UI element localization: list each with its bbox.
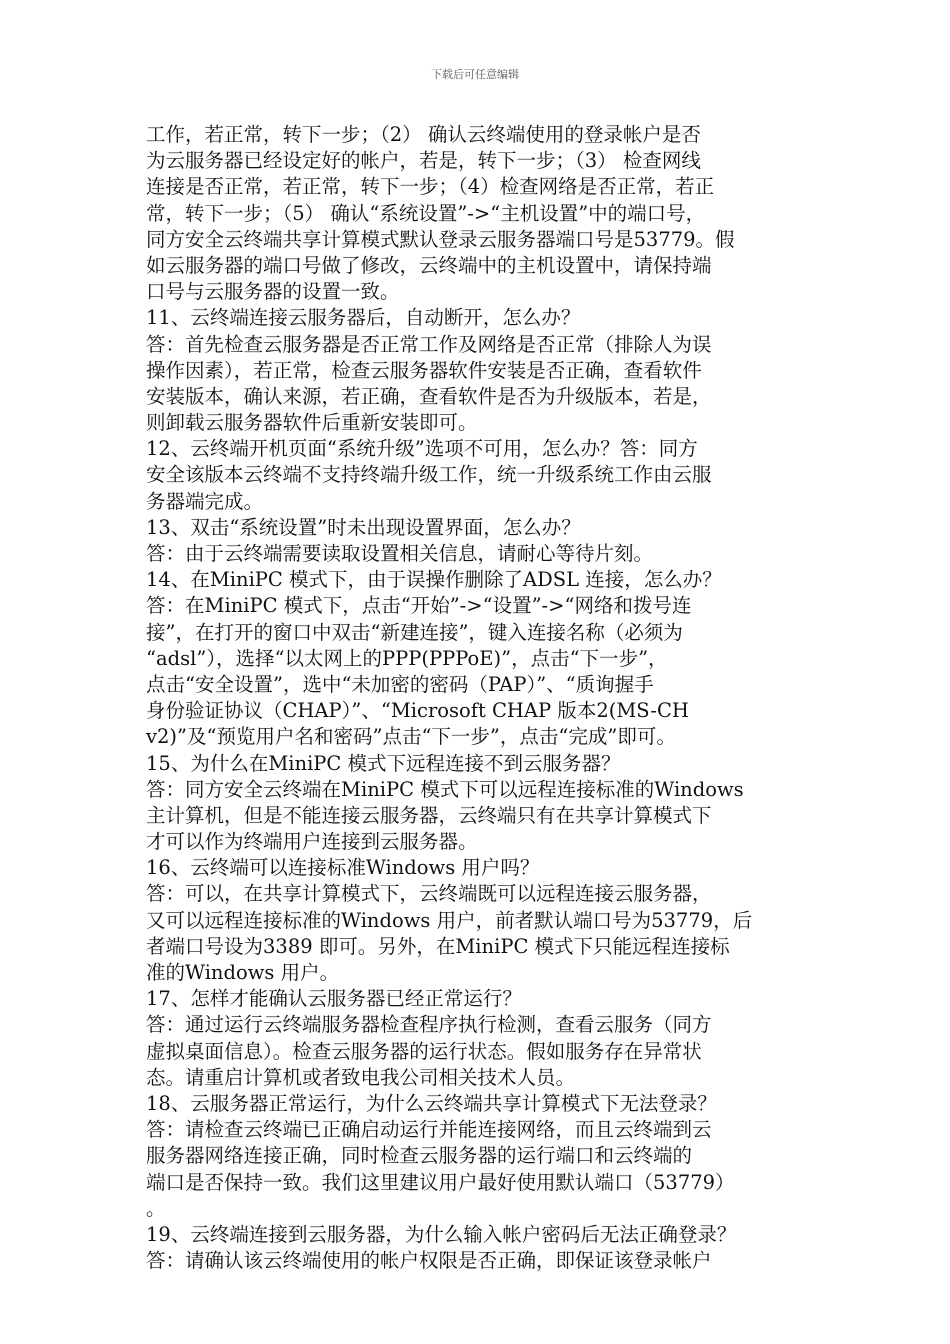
text-line: 11、云终端连接云服务器后，自动断开，怎么办？ — [146, 306, 581, 330]
text-line: 又可以远程连接标准的Windows 用户，前者默认端口号为53779，后 — [146, 908, 753, 932]
document-body — [146, 122, 826, 1274]
text-line: 15、为什么在MiniPC 模式下远程连接不到云服务器？ — [146, 751, 621, 775]
text-line: 为云服务器已经设定好的帐户，若是，转下一步；（3） 检查网线 — [146, 149, 701, 173]
text-line: 答：首先检查云服务器是否正常工作及网络是否正常（排除人为误 — [146, 332, 712, 356]
text-line: 身份验证协议（CHAP）”、“Microsoft CHAP 版本2(MS-CH — [146, 699, 689, 723]
text-line: 态。请重启计算机或者致电我公司相关技术人员。 — [146, 1065, 576, 1089]
text-line: 操作因素），若正常，检查云服务器软件安装是否正确，查看软件 — [146, 358, 702, 382]
text-line: 17、怎样才能确认云服务器已经正常运行？ — [146, 987, 522, 1011]
text-line: 端口是否保持一致。我们这里建议用户最好使用默认端口（53779） — [146, 1170, 735, 1194]
text-line: 答：通过运行云终端服务器检查程序执行检测，查看云服务（同方 — [146, 1013, 712, 1037]
text-line: 答：请检查云终端已正确启动运行并能连接网络，而且云终端到云 — [146, 1118, 712, 1142]
text-line: 虚拟桌面信息）。检查云服务器的运行状态。假如服务存在异常状 — [146, 1039, 702, 1063]
text-line: 主计算机，但是不能连接云服务器，云终端只有在共享计算模式下 — [146, 803, 712, 827]
text-line: 同方安全云终端共享计算模式默认登录云服务器端口号是53779。假 — [146, 227, 735, 251]
text-line: 13、双击“系统设置”时未出现设置界面，怎么办？ — [146, 515, 581, 539]
text-line: 才可以作为终端用户连接到云服务器。 — [146, 830, 478, 854]
text-line: 连接是否正常，若正常，转下一步；（4）检查网络是否正常，若正 — [146, 175, 715, 199]
text-line: 口号与云服务器的设置一致。 — [146, 280, 400, 304]
text-line: 如云服务器的端口号做了修改，云终端中的主机设置中，请保持端 — [146, 253, 712, 277]
text-line: 务器端完成。 — [146, 489, 264, 513]
text-line: 者端口号设为3389 即可。另外，在MiniPC 模式下只能远程连接标 — [146, 934, 730, 958]
text-line: 工作，若正常，转下一步；（2） 确认云终端使用的登录帐户是否 — [146, 123, 701, 146]
text-line: 答：在MiniPC 模式下，点击“开始”->“设置”->“网络和拨号连 — [146, 594, 692, 618]
page-header: 下载后可任意编辑 — [431, 68, 519, 81]
text-line: 服务器网络连接正确，同时检查云服务器的运行端口和云终端的 — [146, 1144, 693, 1168]
text-line: 答：由于云终端需要读取设置相关信息，请耐心等待片刻。 — [146, 542, 654, 565]
text-line: 准的Windows 用户。 — [146, 961, 340, 984]
text-line: 接”，在打开的窗口中双击“新建连接”，键入连接名称（必须为 — [146, 620, 683, 644]
text-line: 14、在MiniPC 模式下，由于误操作删除了ADSL 连接，怎么办？ — [146, 568, 722, 592]
text-line: 则卸载云服务器软件后重新安装即可。 — [146, 411, 478, 435]
text-line: 12、云终端开机页面“系统升级”选项不可用，怎么办？答：同方 — [146, 437, 698, 461]
text-line: 答：请确认该云终端使用的帐户权限是否正确，即保证该登录帐户 — [146, 1249, 712, 1273]
text-line: 安装版本，确认来源，若正确，查看软件是否为升级版本，若是， — [146, 384, 712, 408]
text-line: 答：同方安全云终端在MiniPC 模式下可以远程连接标准的Windows — [146, 777, 744, 801]
text-line: 答：可以，在共享计算模式下，云终端既可以远程连接云服务器， — [146, 882, 712, 906]
text-line: 18、云服务器正常运行，为什么云终端共享计算模式下无法登录？ — [146, 1091, 717, 1115]
text-line: 常，转下一步；（5） 确认“系统设置”->“主机设置”中的端口号， — [146, 201, 706, 225]
text-line: 19、云终端连接到云服务器，为什么输入帐户密码后无法正确登录？ — [146, 1222, 737, 1246]
text-line: v2)”及“预览用户名和密码”点击“下一步”，点击“完成”即可。 — [146, 725, 676, 749]
text-line: 点击“安全设置”，选中“未加密的密码（PAP）”、“质询握手 — [146, 672, 654, 696]
text-line: 16、云终端可以连接标准Windows 用户吗？ — [146, 856, 540, 880]
text-line: 。 — [146, 1196, 166, 1220]
text-line: “adsl”），选择“以太网上的PPP(PPPoE)”，点击“下一步”， — [146, 646, 668, 670]
text-line: 安全该版本云终端不支持终端升级工作，统一升级系统工作由云服 — [146, 463, 712, 487]
